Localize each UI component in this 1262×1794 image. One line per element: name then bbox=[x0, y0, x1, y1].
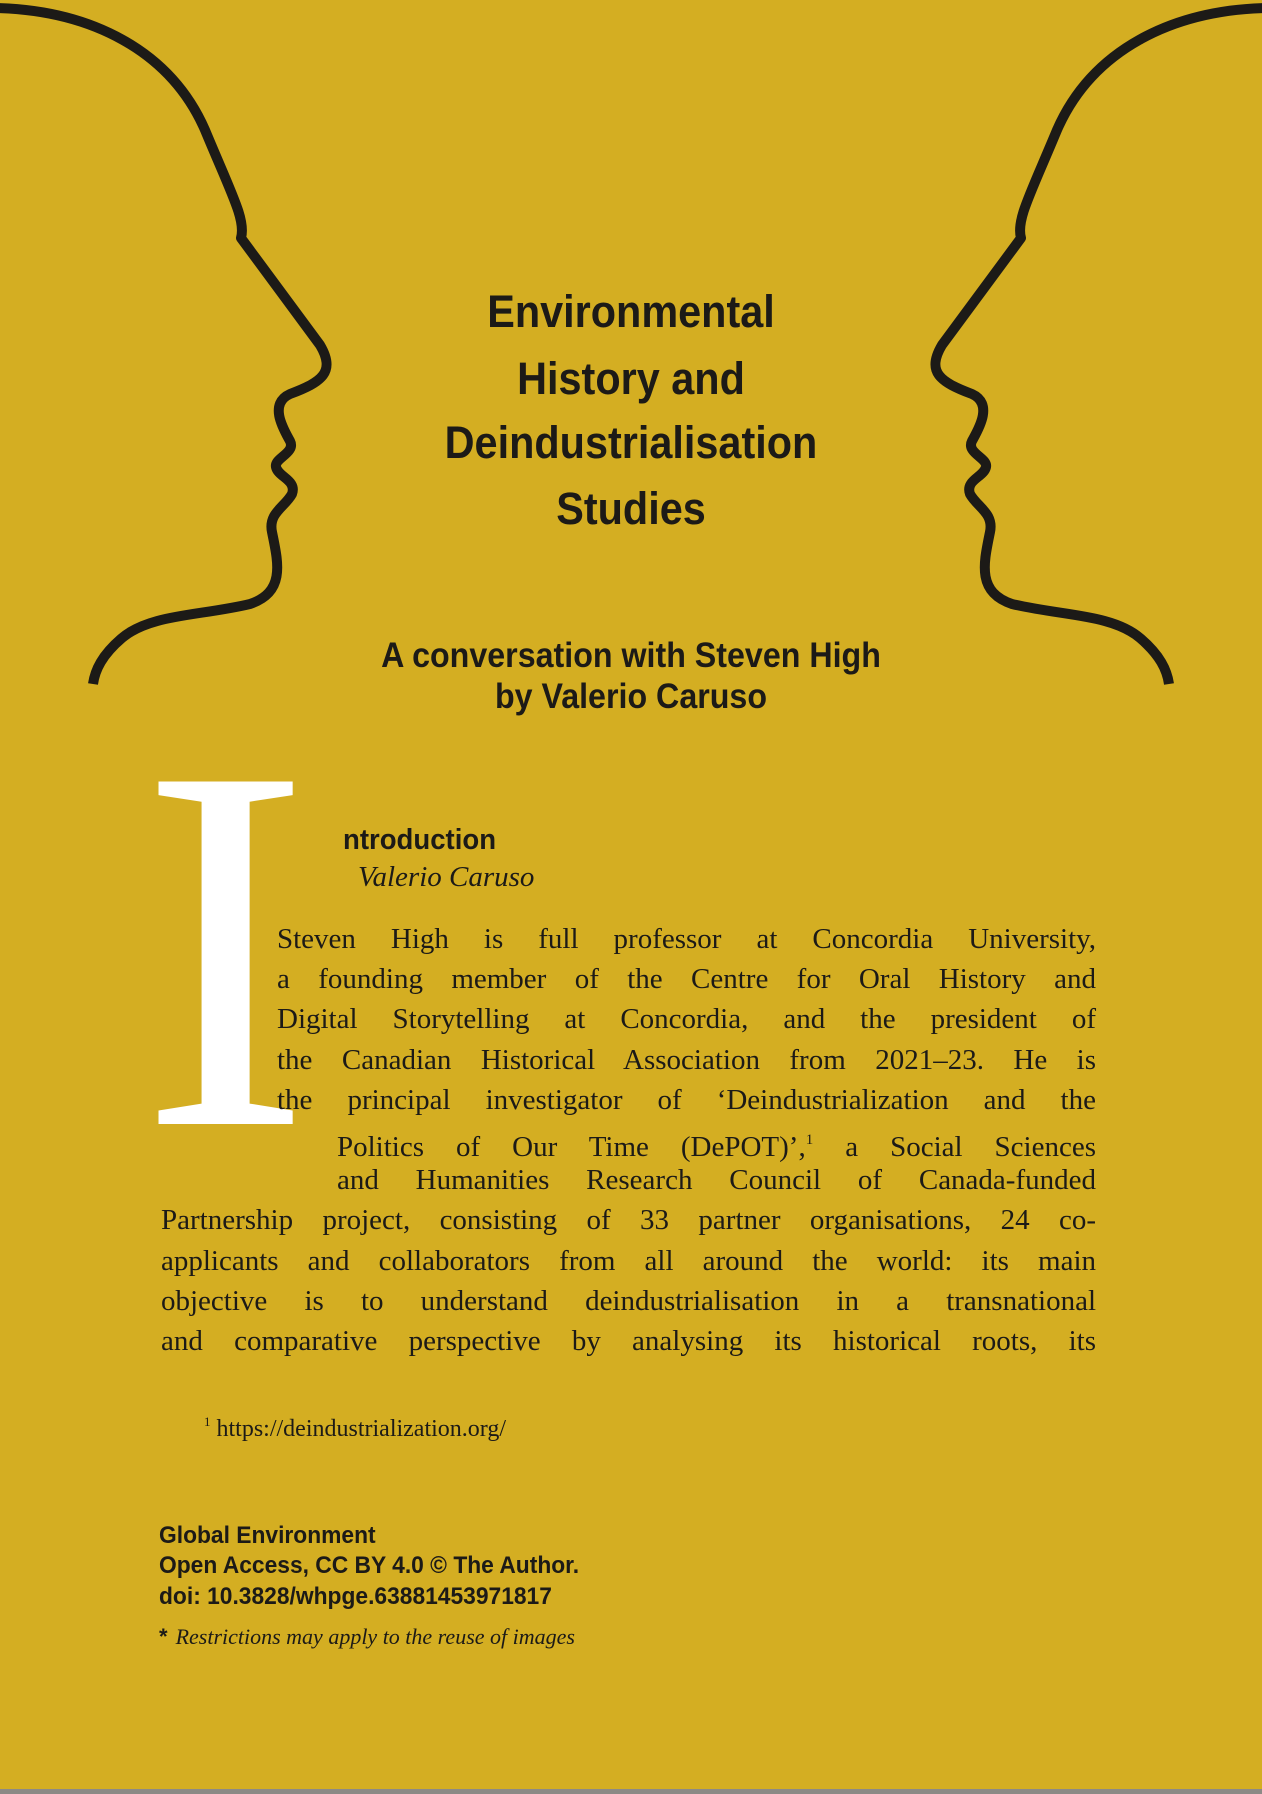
body-line: Partnership project, consisting of 33 partner organisations, 24 co- bbox=[161, 1204, 1096, 1236]
journal-name: Global Environment bbox=[159, 1522, 376, 1549]
footnote bbox=[204, 1414, 506, 1443]
body-text: a Social Sciences bbox=[813, 1131, 1097, 1163]
asterisk: * bbox=[159, 1624, 168, 1649]
doi-text[interactable]: doi: 10.3828/whpge.63881453971817 bbox=[159, 1583, 552, 1610]
drop-cap: I bbox=[140, 659, 311, 1238]
title-line-2: History and bbox=[517, 353, 745, 404]
footnote-number: 1 bbox=[204, 1414, 211, 1429]
page-bottom-edge bbox=[0, 1789, 1262, 1794]
body-text: Politics of Our Time (DePOT)’, bbox=[337, 1131, 806, 1163]
title-line-4: Studies bbox=[556, 483, 706, 534]
body-line bbox=[337, 1123, 1096, 1164]
body-line: applicants and collaborators from all around the world: its main bbox=[161, 1245, 1096, 1277]
body-line: Steven High is full professor at Concordia University, bbox=[277, 923, 1096, 955]
subtitle-line-2: by Valerio Caruso bbox=[494, 677, 768, 716]
footnote-ref[interactable]: 1 bbox=[805, 1132, 814, 1148]
subtitle-line-1: A conversation with Steven High bbox=[381, 636, 881, 675]
restrictions-text: Restrictions may apply to the reuse of images bbox=[175, 1624, 575, 1649]
body-line: the Canadian Historical Association from 2021–23. He is bbox=[277, 1044, 1096, 1076]
section-heading: ntroduction bbox=[343, 824, 497, 856]
footnote-link[interactable]: https://deindustrialization.org/ bbox=[216, 1416, 507, 1442]
license-text: Open Access, CC BY 4.0 © The Author. bbox=[159, 1552, 580, 1579]
left-face-profile bbox=[0, 8, 327, 684]
title-line-1: Environmental bbox=[487, 286, 775, 337]
body-line: and Humanities Research Council of Canada-funded bbox=[337, 1164, 1096, 1196]
right-face-profile bbox=[935, 8, 1262, 684]
body-line: a founding member of the Centre for Oral History and bbox=[277, 963, 1096, 995]
section-author: Valerio Caruso bbox=[358, 861, 535, 893]
image-restrictions-note bbox=[159, 1624, 575, 1650]
body-line: Digital Storytelling at Concordia, and the president of bbox=[277, 1003, 1096, 1035]
title-line-3: Deindustrialisation bbox=[444, 417, 818, 468]
body-line: the principal investigator of ‘Deindustrialization and the bbox=[277, 1084, 1096, 1116]
body-line: and comparative perspective by analysing its historical roots, its bbox=[161, 1325, 1096, 1357]
body-line: objective is to understand deindustrialisation in a transnational bbox=[161, 1285, 1096, 1317]
